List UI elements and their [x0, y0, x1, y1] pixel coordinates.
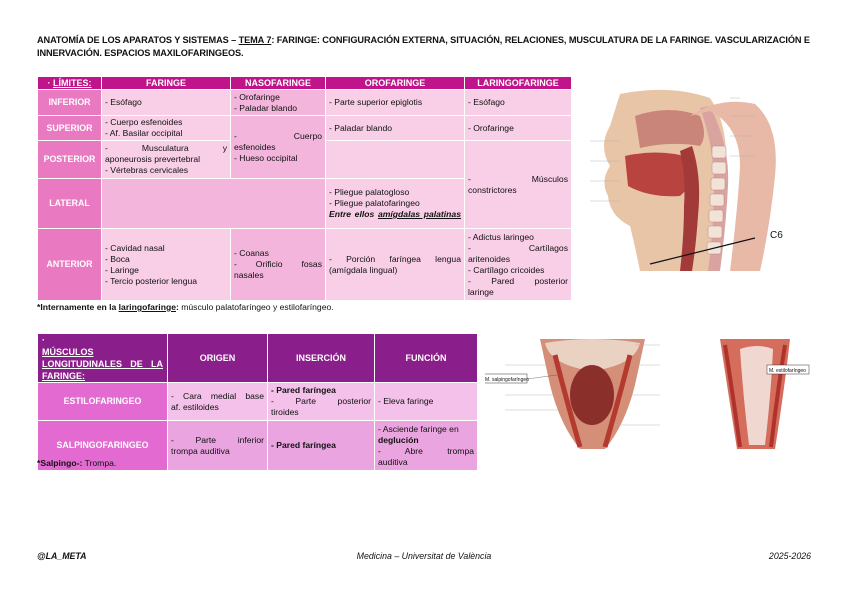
- superior-faringe: - Cuerpo esfenoides - Af. Basilar occipital: [102, 116, 231, 141]
- estilo-insercion: - Pared faríngea - Parte posterior tiroides: [268, 383, 375, 421]
- muscle-estilofaringeo: ESTILOFARINGEO: [38, 383, 168, 421]
- c6-label: C6: [770, 230, 783, 241]
- salpingo-origen: - Parte inferior trompa auditiva: [168, 421, 268, 471]
- anterior-naso: - Coanas - Orificio fosas nasales: [231, 229, 326, 301]
- sagittal-head-figure: [580, 86, 810, 276]
- row-anterior: [38, 229, 572, 301]
- salpingo-funcion: - Asciende faringe en deglución - Abre trompa auditiva: [375, 421, 478, 471]
- muscle-salpingofaringeo: SALPINGOFARINGEO: [38, 421, 168, 471]
- superior-naso: - Cuerpo esfenoides - Hueso occipital: [231, 116, 326, 179]
- posterior-pharynx-figure: [485, 335, 695, 453]
- col-origen: ORIGEN: [168, 334, 268, 383]
- footer-center: Medicina – Universitat de València: [356, 551, 492, 561]
- salpingo-insercion: - Pared faríngea: [268, 421, 375, 471]
- inferior-naso: - Orofaringe - Paladar blando: [231, 90, 326, 116]
- lateral-faringe-naso: [102, 179, 326, 229]
- footer-year: 2025-2026: [768, 551, 811, 561]
- row-inferior: [38, 90, 572, 116]
- limits-table: [37, 76, 572, 301]
- salpingo-label: M. salpingofaríngeo: [485, 377, 529, 383]
- col-funcion: FUNCIÓN: [375, 334, 478, 383]
- row-estilofaringeo: [38, 383, 478, 421]
- col-faringe: FARINGE: [102, 77, 231, 90]
- muscles-table: [37, 333, 478, 471]
- title-tema: TEMA 7: [238, 35, 272, 45]
- anterior-faringe: - Cavidad nasal - Boca - Laringe - Tercio posterior lengua: [102, 229, 231, 301]
- note-salpingo: *Salpingo-: Trompa.: [37, 458, 117, 468]
- note-laringofaringe: *Internamente en la laringofaringe: músculo palatofaríngeo y estilofaríngeo.: [37, 302, 334, 312]
- inferior-faringe: - Esófago: [102, 90, 231, 116]
- col-nasofaringe: NASOFARINGE: [231, 77, 326, 90]
- stylo-label: M. estilofaríngeo: [769, 368, 806, 374]
- page-title: [37, 34, 817, 60]
- row-label-lateral: LATERAL: [38, 179, 102, 229]
- posterior-faringe: - Musculatura y aponeurosis prevertebral - Vértebras cervicales: [102, 141, 231, 179]
- anterior-oro: - Porción faríngea lengua (amígdala lingual): [326, 229, 465, 301]
- col-laringofaringe: LARINGOFARINGE: [465, 77, 572, 90]
- title-part1: ANATOMÍA DE LOS APARATOS Y SISTEMAS –: [37, 35, 239, 45]
- posterior-oro: [326, 141, 465, 179]
- title-part2: : FARINGE: CONFIGURACIÓN EXTERNA, SITUACIÓN, RELACIONES, MUSCULATURA DE LA FARINGE. VASCULARIZACIÓN E INNERVACIÓN. ESPACIOS MAXILOFARINGEOS.: [37, 35, 810, 58]
- inferior-laringo: - Esófago: [465, 90, 572, 116]
- limits-corner: · LÍMITES:: [38, 77, 102, 90]
- row-label-anterior: ANTERIOR: [38, 229, 102, 301]
- nasal-cavity: [635, 110, 704, 148]
- estilo-origen: - Cara medial base af. estiloides: [168, 383, 268, 421]
- footer-author: @LA_META: [37, 551, 87, 561]
- superior-laringo: - Orofaringe: [465, 116, 572, 141]
- muscles-corner: · MÚSCULOS LONGITUDINALES DE LA FARINGE:: [38, 334, 168, 383]
- col-insercion: INSERCIÓN: [268, 334, 375, 383]
- oral-pharynx: [570, 365, 614, 425]
- superior-oro: - Paladar blando: [326, 116, 465, 141]
- muscles-header-row: [38, 334, 478, 383]
- lateral-oro: - Pliegue palatogloso - Pliegue palatofaringeo Entre ellos amígdalas palatinas: [326, 179, 465, 229]
- posterior-pharynx-figure-2: [705, 335, 810, 453]
- row-label-posterior: POSTERIOR: [38, 141, 102, 179]
- limits-header-row: [38, 77, 572, 90]
- inferior-oro: - Parte superior epiglotis: [326, 90, 465, 116]
- post-lat-laringo: - Músculos constrictores: [465, 141, 572, 229]
- anterior-laringo: - Adictus laringeo - Cartílagos aritenoides - Cartílago cricoides - Pared posterior laringe: [465, 229, 572, 301]
- col-orofaringe: OROFARINGE: [326, 77, 465, 90]
- estilo-funcion: - Eleva faringe: [375, 383, 478, 421]
- row-label-superior: SUPERIOR: [38, 116, 102, 141]
- row-superior: [38, 116, 572, 141]
- row-label-inferior: INFERIOR: [38, 90, 102, 116]
